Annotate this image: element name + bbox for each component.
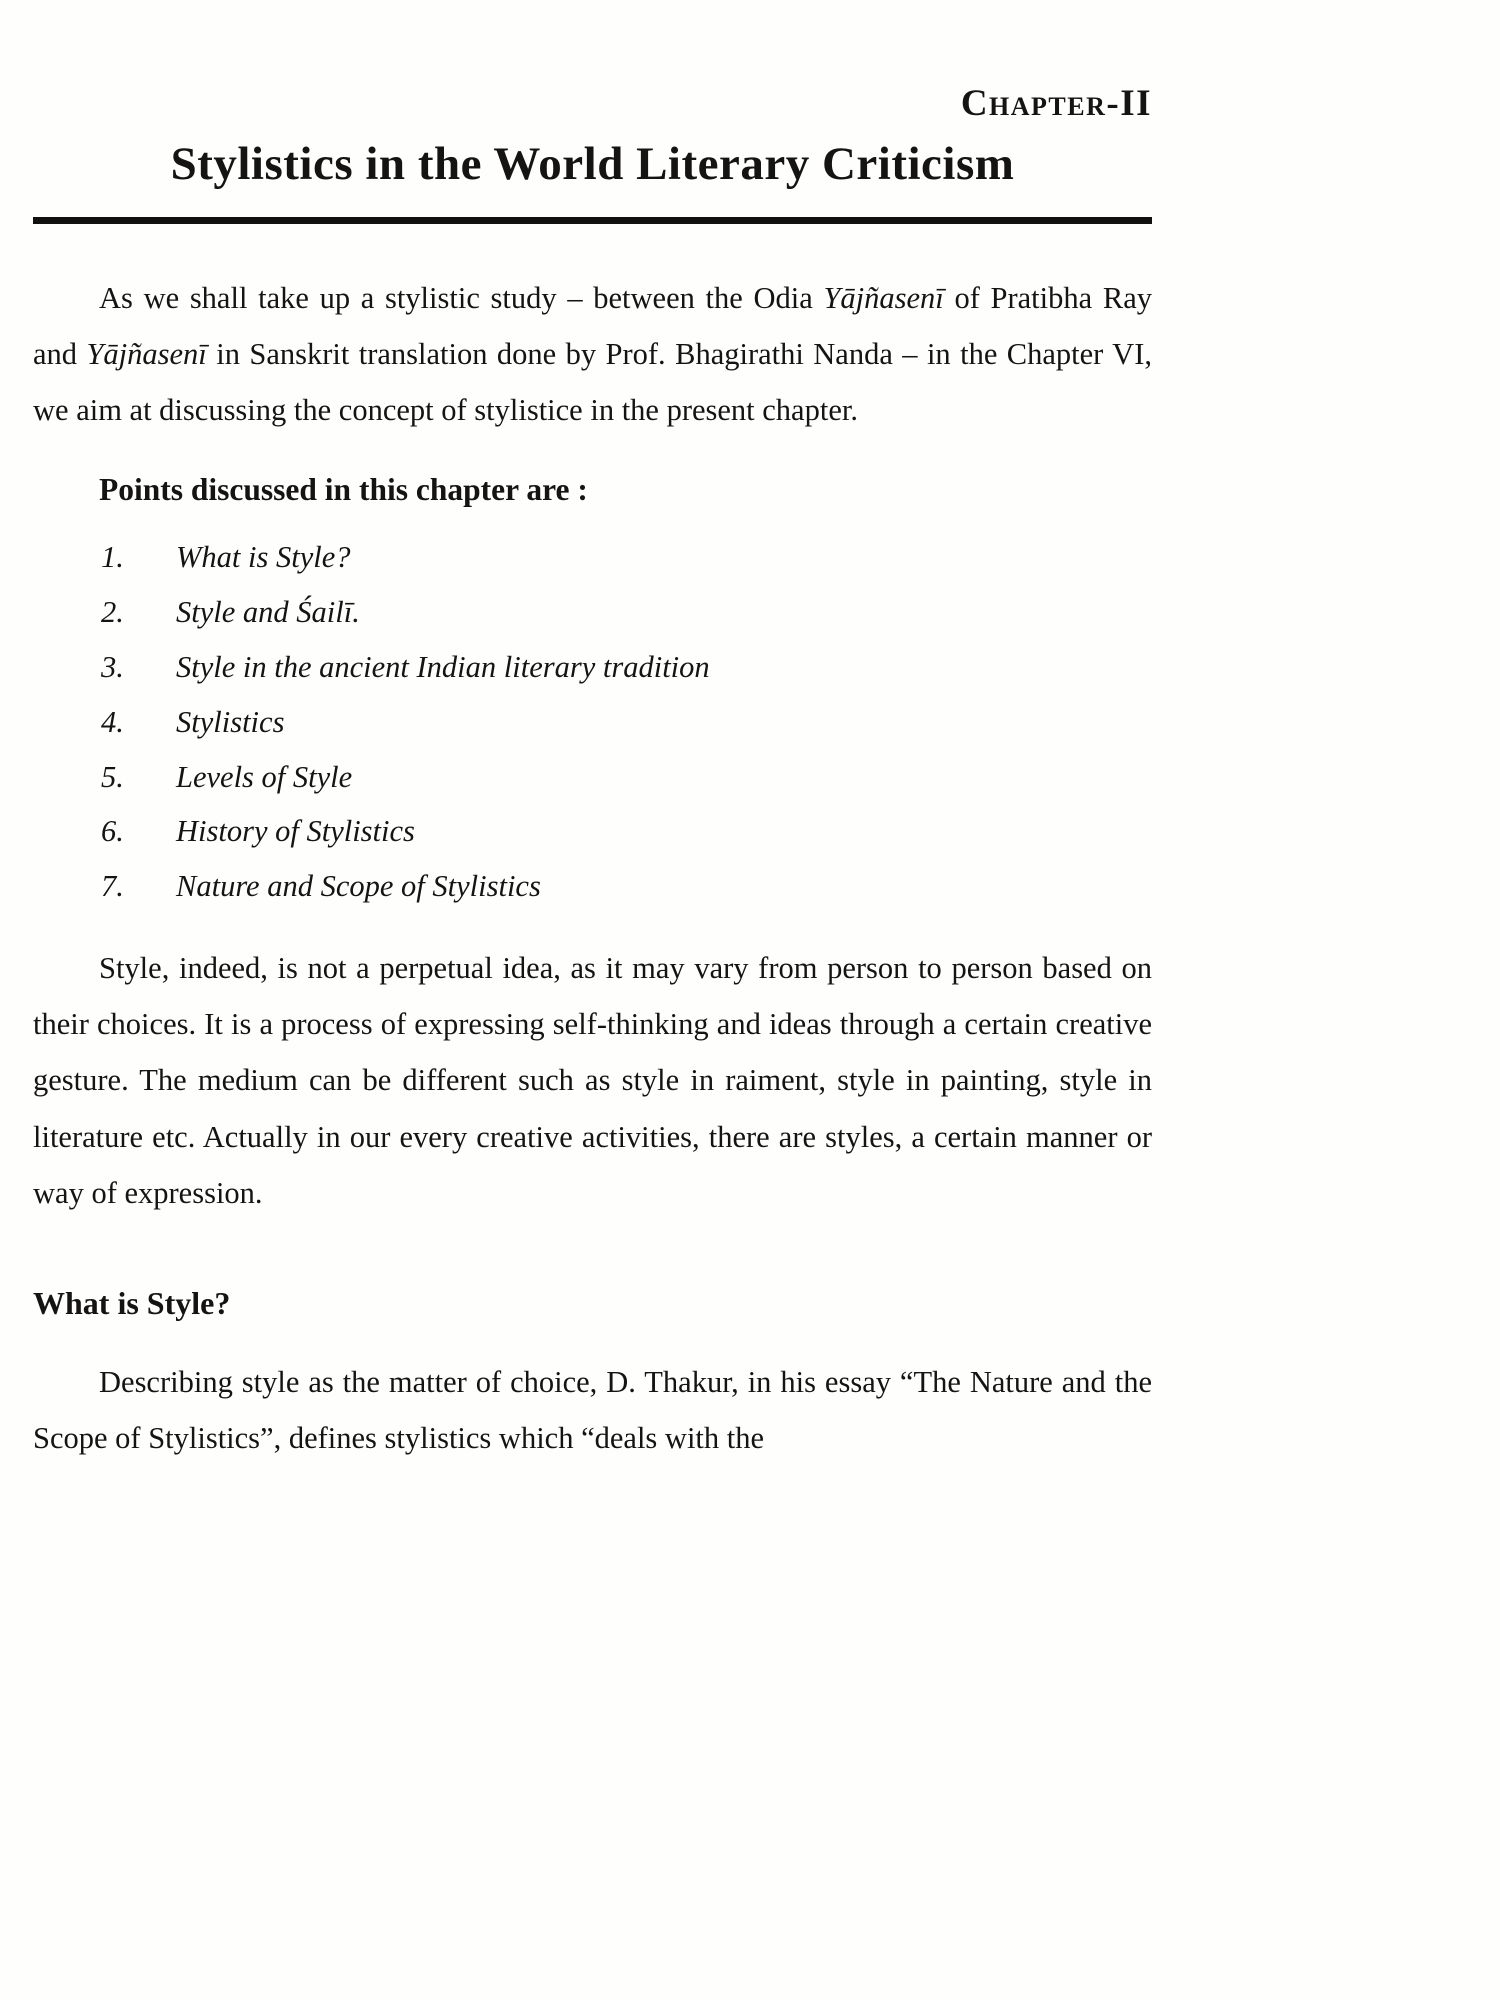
text-run: in Sanskrit translation done by Prof. Bhagirathi Nanda – in the Chapter VI, we aim at discussing the concept of stylistice in the present chapter. <box>33 336 1152 427</box>
section-heading: What is Style? <box>33 1284 231 1321</box>
list-item-label: What is Style? <box>176 540 351 575</box>
text-run-italic: Yājñasenī <box>823 280 944 315</box>
list-item-number: 6. <box>101 814 124 849</box>
list-item-number: 4. <box>101 704 124 739</box>
list-item-number: 7. <box>101 869 124 904</box>
list-item-number: 5. <box>101 759 124 794</box>
list-item <box>33 750 1152 805</box>
intro-paragraph <box>33 270 1152 438</box>
points-list <box>33 530 1152 914</box>
chapter-label: Chapter-II <box>960 83 1152 124</box>
list-item-label: Levels of Style <box>176 759 353 794</box>
list-item-label: History of Stylistics <box>176 814 415 849</box>
list-item-label: Style and Śailī. <box>176 594 360 629</box>
list-item-label: Style in the ancient Indian literary tradition <box>176 649 710 684</box>
list-item-label: Nature and Scope of Stylistics <box>176 869 541 904</box>
text-run: of Pratibha Ray and <box>33 280 1152 371</box>
style-paragraph: Style, indeed, is not a perpetual idea, as it may vary from person to person based on their choices. It is a process of expressing self-thinking and ideas through a certain creative gesture. The medium can be different such as style in raiment, style in painting, style in literature etc. Actually in our every creative activities, there are styles, a certain manner or way of expression. <box>33 951 1152 1210</box>
list-item-number: 1. <box>101 540 124 575</box>
page-title: Stylistics in the World Literary Criticism <box>170 138 1015 190</box>
text-run-italic: Yājñasenī <box>86 336 207 371</box>
points-heading: Points discussed in this chapter are : <box>99 472 588 508</box>
list-item <box>33 804 1152 859</box>
list-item-number: 3. <box>101 649 124 684</box>
title-divider <box>33 217 1152 224</box>
list-item-number: 2. <box>101 594 124 629</box>
list-item-label: Stylistics <box>176 704 285 739</box>
list-item <box>33 695 1152 750</box>
list-item <box>33 585 1152 640</box>
list-item <box>33 640 1152 695</box>
list-item <box>33 859 1152 914</box>
text-run: As we shall take up a stylistic study – between the Odia <box>99 280 824 315</box>
list-item <box>33 530 1152 585</box>
section-paragraph: Describing style as the matter of choice, D. Thakur, in his essay “The Nature and the Scope of Stylistics”, defines stylistics which “deals with the <box>33 1364 1152 1455</box>
